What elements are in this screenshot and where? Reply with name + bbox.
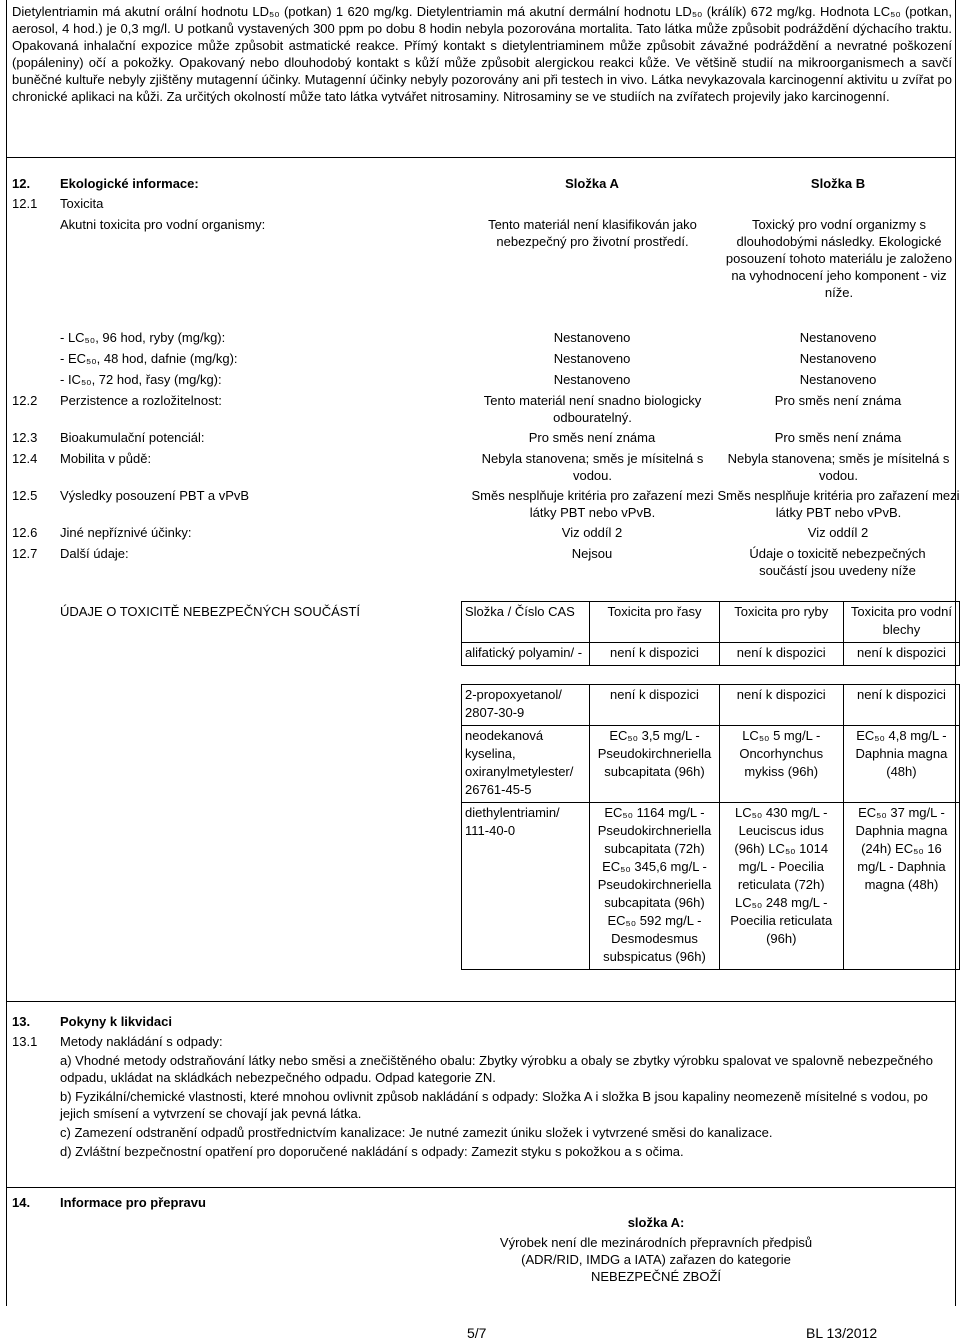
- tox-cell: není k dispozici: [590, 685, 719, 726]
- tox-row: [462, 803, 960, 970]
- tox-cell: alifatický polyamin/ -: [462, 643, 590, 666]
- s127-label: Další údaje:: [60, 546, 129, 561]
- lc50-a: Nestanoveno: [553, 330, 631, 345]
- transport-component-label: složka A:: [627, 1215, 685, 1230]
- ec50-a: Nestanoveno: [553, 351, 631, 366]
- tox-header-cell: Toxicita pro ryby: [719, 602, 843, 643]
- disposal-item-b: b) Fyzikální/chemické vlastnosti, které mnohou ovlivnit způsob nakládání s odpady: Složka A i složka B jsou kapaliny neomezeně mísitelné s vodou, po jejich smísení a vytvrzení se chovají jak pevná látka.: [60, 1089, 928, 1121]
- s127-b: Údaje o toxicitě nebezpečných součástí jsou uvedeny níže: [749, 546, 926, 578]
- divider-14: [6, 1187, 956, 1188]
- s125-num: 12.5: [12, 488, 38, 503]
- s122-label: Perzistence a rozložitelnost:: [60, 393, 222, 408]
- tox-cell: není k dispozici: [590, 643, 719, 666]
- s125-a: Směs nesplňuje kritéria pro zařazení mezi látky PBT nebo vPvB.: [471, 488, 714, 520]
- tox-header-cell: Toxicita pro řasy: [590, 602, 719, 643]
- intro-text: Dietylentriamin má akutní orální hodnotu LD₅₀ (potkan) 1 620 mg/kg. Dietylentriamin má akutní dermální hodnotu LD₅₀ (králík) 672 mg/kg. Hodnota LC₅₀ (potkan, aerosol, 4 hod.) je 0,3 mg/l. U potkanů vystavených 300 ppm po dobu 8 hodin nebyla pozorována mortalita. Tato látka může způsobit podráždění dýchacího traktu. Opakovaná inhalační expozice může způsobit astmatické reakce. Přímý kontakt s dietylentriaminem může způsobit závažné podráždění a nevratné poškození (popáleniny) očí a pokožky. Opakovaný nebo dlouhodobý kontakt s kůží může způsobit alergickou reakci kůže. Ve většině studií na mikroorganismech a savčí buněčné kultuře nebyly zjištěny mutagenní účinky. Mutagenní účinky nebyly pozorovány ani při testech in vivo. Látka nevykazovala karcinogenní aktivitu u zvířat po chronické aplikaci na kůži. Za určitých okolností může tato látka vytvářet nitrosaminy. Nitrosaminy se ve studiích na zvířatech projevily jako karcinogenní.: [12, 4, 952, 104]
- lc50-label: - LC₅₀, 96 hod, ryby (mg/kg):: [60, 330, 226, 345]
- disposal-item-a: a) Vhodné metody odstraňování látky nebo směsi a znečištěného obalu: Zbytky výrobku a obaly se zbytky výrobku spalovat ve spalovně nebezpečného odpadu, ukládat na skládkách nebezpečného odpadu. Odpad kategorie ZN.: [60, 1053, 933, 1085]
- tox-cell: není k dispozici: [843, 643, 959, 666]
- s12-col-b: Složka B: [810, 176, 866, 191]
- intro-paragraph: [12, 3, 952, 105]
- s127-num: 12.7: [12, 546, 38, 561]
- acute-a: Tento materiál není klasifikován jako nebezpečný pro životní prostředí.: [488, 217, 697, 249]
- acute-label: Akutni toxicita pro vodní organismy:: [60, 217, 266, 232]
- tox-cell: LC₅₀ 5 mg/L - Oncorhynchus mykiss (96h): [719, 726, 843, 803]
- tox-cell: 2-propoxyetanol/ 2807-30-9: [462, 685, 590, 726]
- tox-gap-row: [462, 666, 960, 685]
- tox-cell: EC₅₀ 1164 mg/L - Pseudokirchneriella subcapitata (72h) EC₅₀ 345,6 mg/L - Pseudokirchneriella subcapitata (96h) EC₅₀ 592 mg/L - Desmodesmus subspicatus (96h): [590, 803, 719, 970]
- s127-a: Nejsou: [571, 546, 613, 561]
- s121-label: Toxicita: [60, 196, 104, 211]
- tox-cell: EC₅₀ 3,5 mg/L - Pseudokirchneriella subcapitata (96h): [590, 726, 719, 803]
- s12-title: Ekologické informace:: [60, 176, 199, 191]
- s131-label: Metody nakládání s odpady:: [60, 1034, 223, 1049]
- tox-table: [461, 601, 960, 970]
- ic50-a: Nestanoveno: [553, 372, 631, 387]
- tox-cell: není k dispozici: [843, 685, 959, 726]
- ic50-b: Nestanoveno: [799, 372, 877, 387]
- tox-row: [462, 643, 960, 666]
- divider-12: [6, 157, 956, 158]
- s12-num: 12.: [12, 176, 31, 191]
- ec50-b: Nestanoveno: [799, 351, 877, 366]
- tox-header-cell: Toxicita pro vodní blechy: [843, 602, 959, 643]
- s14-title: Informace pro přepravu: [60, 1195, 206, 1210]
- s131-num: 13.1: [12, 1034, 38, 1049]
- s124-b: Nebyla stanovena; směs je mísitelná s vodou.: [727, 451, 950, 483]
- tox-header-row: [462, 602, 960, 643]
- s123-a: Pro směs není známa: [528, 430, 656, 445]
- s126-a: Viz oddíl 2: [561, 525, 623, 540]
- s123-num: 12.3: [12, 430, 38, 445]
- disposal-list: [60, 1052, 940, 1162]
- divider-13: [6, 1001, 956, 1002]
- s122-a: Tento materiál není snadno biologicky odbouratelný.: [483, 393, 702, 425]
- tox-heading: ÚDAJE O TOXICITĚ NEBEZPEČNÝCH SOUČÁSTÍ: [60, 604, 361, 619]
- left-border: [6, 0, 7, 1306]
- s12-col-a: Složka A: [565, 176, 619, 191]
- tox-cell: diethylentriamin/ 111-40-0: [462, 803, 590, 970]
- tox-row: [462, 685, 960, 726]
- tox-cell: neodekanová kyselina, oxiranylmetylester/ 26761-45-5: [462, 726, 590, 803]
- s125-label: Výsledky posouzení PBT a vPvB: [60, 488, 250, 503]
- tox-cell: EC₅₀ 4,8 mg/L - Daphnia magna (48h): [843, 726, 959, 803]
- s126-num: 12.6: [12, 525, 38, 540]
- disposal-item-c: c) Zamezení odstranění odpadů prostřednictvím kanalizace: Je nutné zamezit úniku složek i vytvrzené směsi do kanalizace.: [60, 1125, 773, 1140]
- lc50-b: Nestanoveno: [799, 330, 877, 345]
- s14-num: 14.: [12, 1195, 31, 1210]
- tox-cell: není k dispozici: [719, 685, 843, 726]
- s126-label: Jiné nepříznivé účinky:: [60, 525, 192, 540]
- s122-b: Pro směs není známa: [774, 393, 902, 408]
- tox-cell: LC₅₀ 430 mg/L - Leuciscus idus (96h) LC₅₀ 1014 mg/L - Poecilia reticulata (72h) LC₅₀ 248 mg/L - Poecilia reticulata (96h): [719, 803, 843, 970]
- s123-b: Pro směs není známa: [774, 430, 902, 445]
- s125-b: Směs nesplňuje kritéria pro zařazení mezi látky PBT nebo vPvB.: [717, 488, 960, 520]
- acute-b: Toxický pro vodní organizmy s dlouhodobými následky. Ekologické posouzení tohoto materiálu je založeno na vyhodnocení jeho komponent - viz níže.: [725, 217, 953, 300]
- s124-num: 12.4: [12, 451, 38, 466]
- ic50-label: - IC₅₀, 72 hod, řasy (mg/kg):: [60, 372, 222, 387]
- tox-header-cell: Složka / Číslo CAS: [462, 602, 590, 643]
- s124-a: Nebyla stanovena; směs je mísitelná s vodou.: [481, 451, 704, 483]
- document-code: BL 13/2012: [806, 1325, 878, 1341]
- disposal-item-d: d) Zvláštní bezpečnostní opatření pro doporučené nakládání s odpady: Zamezit styku s pokožkou a s očima.: [60, 1144, 684, 1159]
- page-number: 5/7: [467, 1325, 487, 1341]
- s121-num: 12.1: [12, 196, 38, 211]
- s123-label: Bioakumulační potenciál:: [60, 430, 205, 445]
- tox-cell: není k dispozici: [719, 643, 843, 666]
- s124-label: Mobilita v půdě:: [60, 451, 152, 466]
- ec50-label: - EC₅₀, 48 hod, dafnie (mg/kg):: [60, 351, 238, 366]
- tox-cell: EC₅₀ 37 mg/L - Daphnia magna (24h) EC₅₀ 16 mg/L - Daphnia magna (48h): [843, 803, 959, 970]
- s13-title: Pokyny k likvidaci: [60, 1014, 173, 1029]
- s13-num: 13.: [12, 1014, 31, 1029]
- s126-b: Viz oddíl 2: [807, 525, 869, 540]
- tox-row: [462, 726, 960, 803]
- transport-text: Výrobek není dle mezinárodních přepravních předpisů (ADR/RID, IMDG a IATA) zařazen do kategorie NEBEZPEČNÉ ZBOŽÍ: [499, 1235, 813, 1284]
- s122-num: 12.2: [12, 393, 38, 408]
